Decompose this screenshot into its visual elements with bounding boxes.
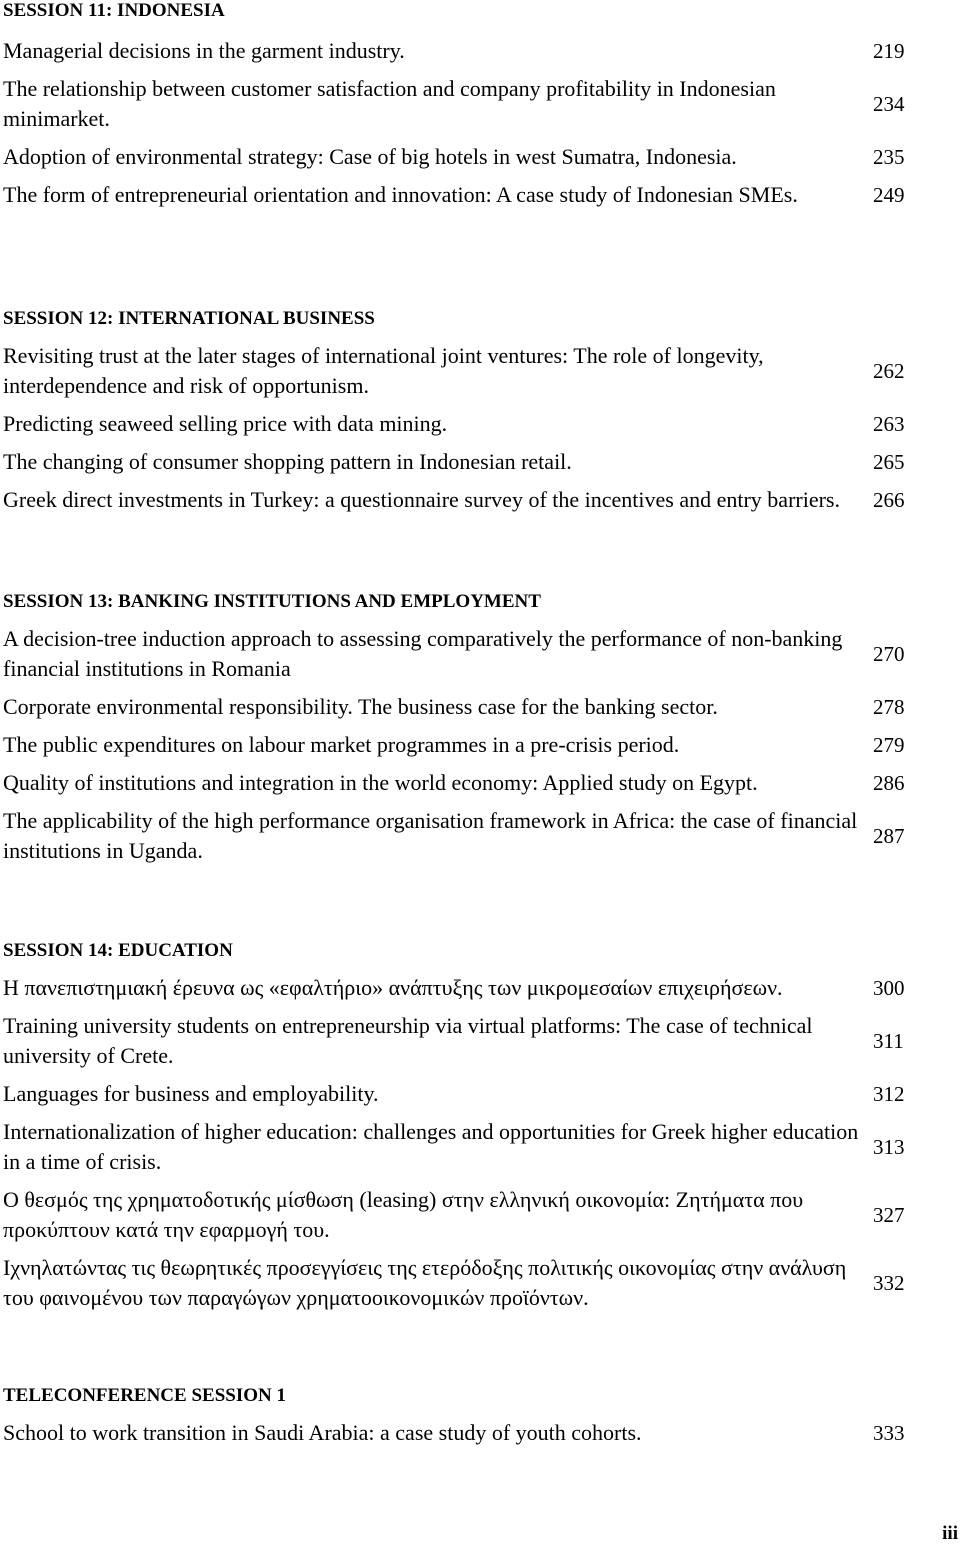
entry-page-number: 332	[873, 1271, 905, 1295]
entry-page-number: 249	[873, 183, 905, 207]
entry-title: The relationship between customer satisfaction and company profitability in Indonesian minimarket.	[3, 76, 776, 131]
toc-entry[interactable]	[3, 806, 943, 866]
entry-title: The changing of consumer shopping pattern in Indonesian retail.	[3, 449, 572, 474]
toc-entry[interactable]	[3, 1011, 943, 1071]
entry-page-number: 312	[873, 1082, 905, 1106]
toc-entry[interactable]	[3, 1185, 943, 1245]
entry-page-number: 286	[873, 771, 905, 795]
toc-entry[interactable]	[3, 409, 943, 439]
entry-title: Corporate environmental responsibility. The business case for the banking sector.	[3, 694, 718, 719]
toc-entry[interactable]	[3, 341, 943, 401]
entry-page-number: 333	[873, 1421, 905, 1445]
teleconference-session-1	[3, 1385, 943, 1448]
toc-entry[interactable]	[3, 973, 943, 1003]
entry-title: The form of entrepreneurial orientation and innovation: A case study of Indonesian SMEs.	[3, 182, 798, 207]
entry-title: Predicting seaweed selling price with data mining.	[3, 411, 448, 436]
entry-title: Ιχνηλατώντας τις θεωρητικές προσεγγίσεις της ετερόδοξης πολιτικής οικονομίας στην ανάλυση του φαινομένου των παραγώγων χρηματοοικονομικών προϊόντων.	[3, 1255, 847, 1310]
entry-page-number: 266	[873, 488, 905, 512]
toc-entry[interactable]	[3, 1418, 943, 1448]
entry-title: Managerial decisions in the garment industry.	[3, 38, 405, 63]
entry-title: School to work transition in Saudi Arabia: a case study of youth cohorts.	[3, 1420, 642, 1445]
entry-page-number: 263	[873, 412, 905, 436]
session-heading: SESSION 12: INTERNATIONAL BUSINESS	[3, 308, 375, 329]
entry-title: Languages for business and employability.	[3, 1081, 379, 1106]
entry-title: The public expenditures on labour market programmes in a pre-crisis period.	[3, 732, 680, 757]
toc-entry[interactable]	[3, 692, 943, 722]
entry-page-number: 262	[873, 359, 905, 383]
toc-entry[interactable]	[3, 36, 943, 66]
entry-title: Ο θεσμός της χρηματοδοτικής μίσθωση (leasing) στην ελληνική οικονομία: Ζητήματα που προκύπτουν κατά την εφαρμογή του.	[3, 1187, 804, 1242]
toc-entry[interactable]	[3, 142, 943, 172]
entry-page-number: 234	[873, 92, 905, 116]
entry-page-number: 279	[873, 733, 905, 757]
entry-title: Greek direct investments in Turkey: a questionnaire survey of the incentives and entry barriers.	[3, 487, 840, 512]
entry-title: A decision-tree induction approach to assessing comparatively the performance of non-banking financial institutions in Romania	[3, 626, 843, 681]
session-13	[3, 591, 943, 866]
entry-page-number: 265	[873, 450, 905, 474]
session-heading: SESSION 13: BANKING INSTITUTIONS AND EMPLOYMENT	[3, 591, 541, 612]
toc-entry[interactable]	[3, 730, 943, 760]
session-heading: SESSION 11: INDONESIA	[3, 0, 225, 21]
entry-title: Training university students on entrepreneurship via virtual platforms: The case of technical university of Crete.	[3, 1013, 813, 1068]
toc-entry[interactable]	[3, 447, 943, 477]
session-heading: SESSION 14: EDUCATION	[3, 940, 233, 961]
toc-entry[interactable]	[3, 624, 943, 684]
entry-page-number: 270	[873, 642, 905, 666]
entry-page-number: 287	[873, 824, 905, 848]
entry-page-number: 219	[873, 39, 905, 63]
toc-entry[interactable]	[3, 485, 943, 515]
page-number-footer: iii	[942, 1523, 958, 1544]
entry-page-number: 311	[873, 1029, 904, 1053]
session-11	[3, 0, 943, 210]
session-12	[3, 308, 943, 515]
entry-page-number: 327	[873, 1203, 905, 1227]
entry-title: Adoption of environmental strategy: Case of big hotels in west Sumatra, Indonesia.	[3, 144, 737, 169]
entry-page-number: 235	[873, 145, 905, 169]
toc-entry[interactable]	[3, 1117, 943, 1177]
entry-page-number: 313	[873, 1135, 905, 1159]
entry-title: Internationalization of higher education: challenges and opportunities for Greek higher education in a time of crisis.	[3, 1119, 859, 1174]
toc-entry[interactable]	[3, 74, 943, 134]
entry-page-number: 278	[873, 695, 905, 719]
entry-title: Quality of institutions and integration in the world economy: Applied study on Egypt.	[3, 770, 758, 795]
toc-entry[interactable]	[3, 1253, 943, 1313]
entry-title: The applicability of the high performance organisation framework in Africa: the case of financial institutions in Uganda.	[3, 808, 858, 863]
toc-entry[interactable]	[3, 768, 943, 798]
session-heading: TELECONFERENCE SESSION 1	[3, 1385, 286, 1406]
toc-entry[interactable]	[3, 180, 943, 210]
session-14	[3, 940, 943, 1313]
entry-page-number: 300	[873, 976, 905, 1000]
entry-title: Η πανεπιστημιακή έρευνα ως «εφαλτήριο» ανάπτυξης των μικρομεσαίων επιχειρήσεων.	[3, 975, 783, 1000]
toc-entry[interactable]	[3, 1079, 943, 1109]
entry-title: Revisiting trust at the later stages of international joint ventures: The role of longevity, interdependence and risk of opportunism.	[3, 343, 764, 398]
